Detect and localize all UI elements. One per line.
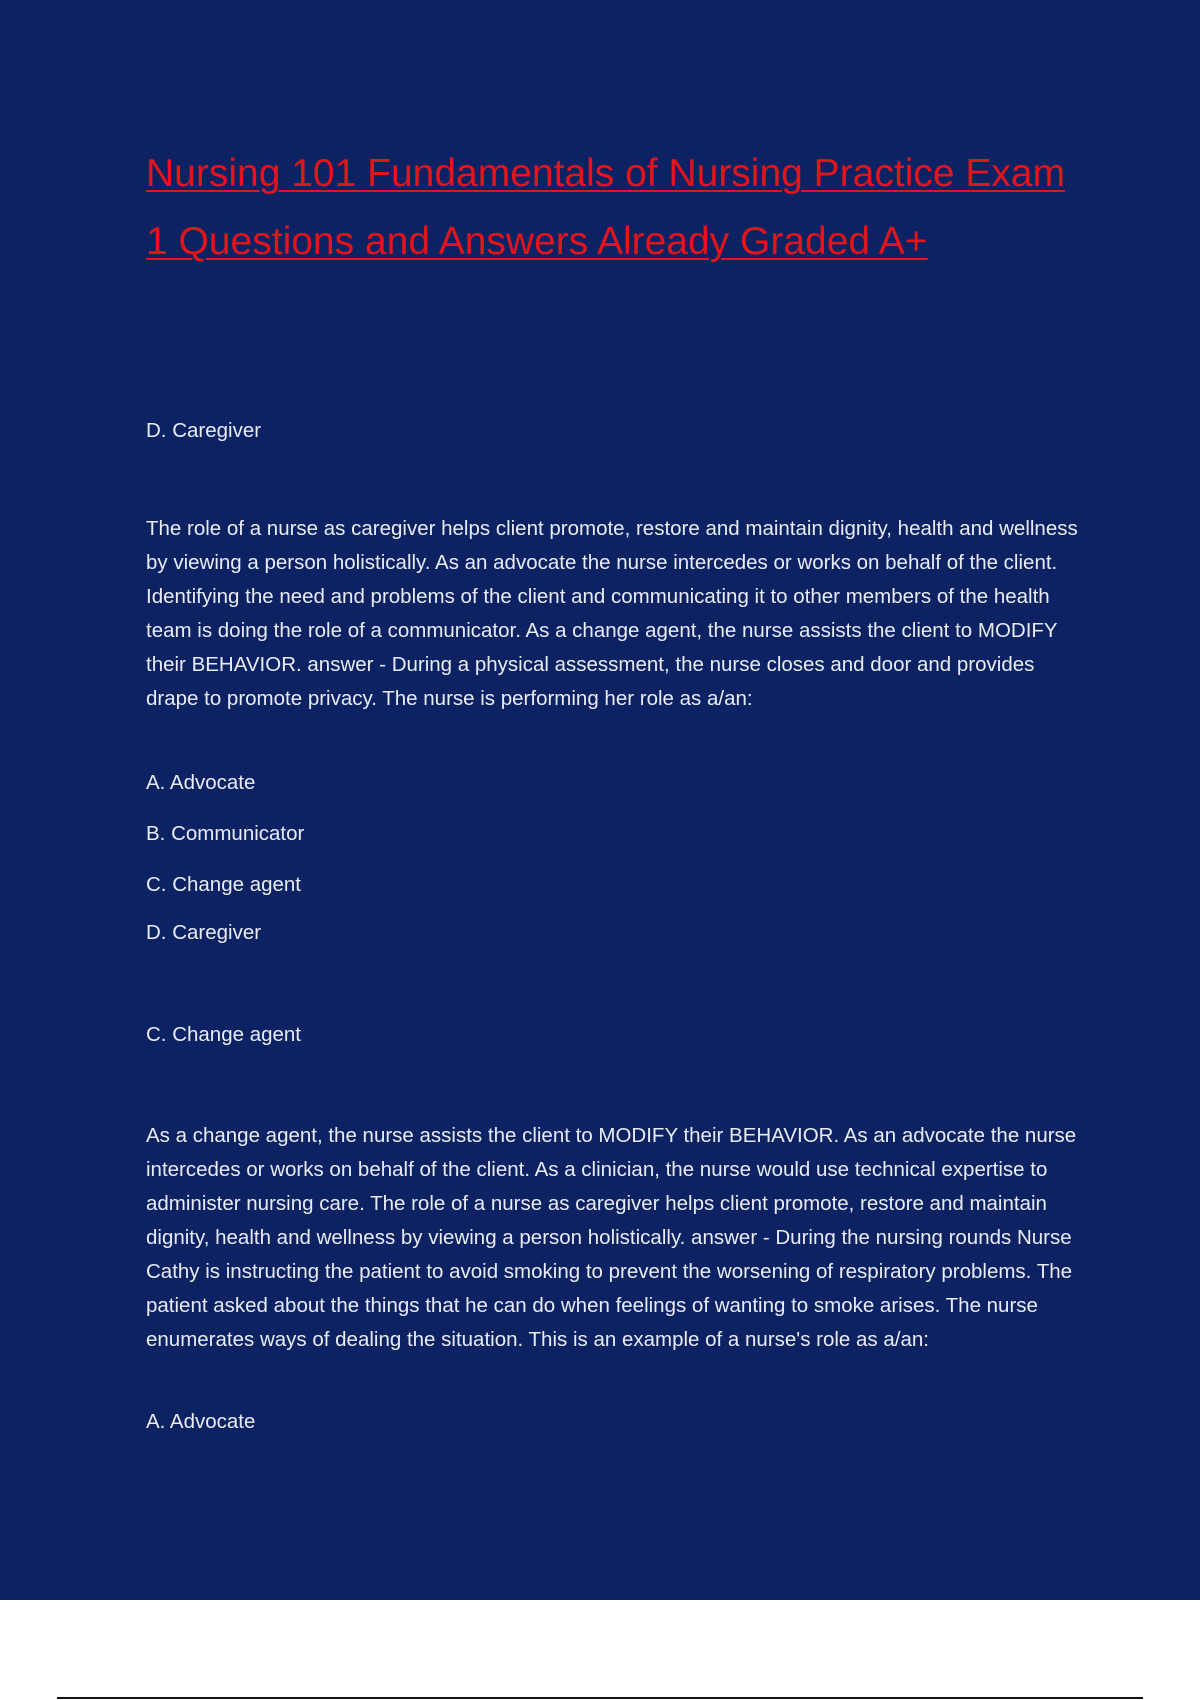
footer-divider: [57, 1697, 1143, 1699]
option-item: D. Caregiver: [146, 921, 262, 944]
page-footer: [0, 1600, 1200, 1700]
option-item: A. Advocate: [146, 1410, 256, 1433]
option-item: B. Communicator: [146, 822, 305, 845]
option-item: C. Change agent: [146, 873, 302, 896]
rationale-paragraph: The role of a nurse as caregiver helps client promote, restore and maintain dignity, health and wellness by viewing a person holistically. As an advocate the nurse intercedes or works on behalf of the client. Identifying the need and problems of the client and communicating it to other members of the health team is doing the role of a communicator. As a change agent, the nurse assists the client to MODIFY their BEHAVIOR. answer - During a physical assessment, the nurse closes and door and provides drape to promote privacy. The nurse is performing her role as a/an:: [146, 517, 1078, 710]
rationale-paragraph: As a change agent, the nurse assists the client to MODIFY their BEHAVIOR. As an advocate the nurse intercedes or works on behalf of the client. As a clinician, the nurse would use technical expertise to administer nursing care. The role of a nurse as caregiver helps client promote, restore and maintain dignity, health and wellness by viewing a person holistically. answer - During the nursing rounds Nurse Cathy is instructing the patient to avoid smoking to prevent the worsening of respiratory problems. The patient asked about the things that he can do when feelings of wanting to smoke arises. The nurse enumerates ways of dealing the situation. This is an example of a nurse's role as a/an:: [146, 1124, 1077, 1351]
answer-line: D. Caregiver: [146, 419, 262, 442]
document-title: Nursing 101 Fundamentals of Nursing Practice Exam 1 Questions and Answers Already Graded A+: [146, 152, 1066, 263]
answer-line: C. Change agent: [146, 1023, 302, 1046]
option-item: A. Advocate: [146, 771, 256, 794]
